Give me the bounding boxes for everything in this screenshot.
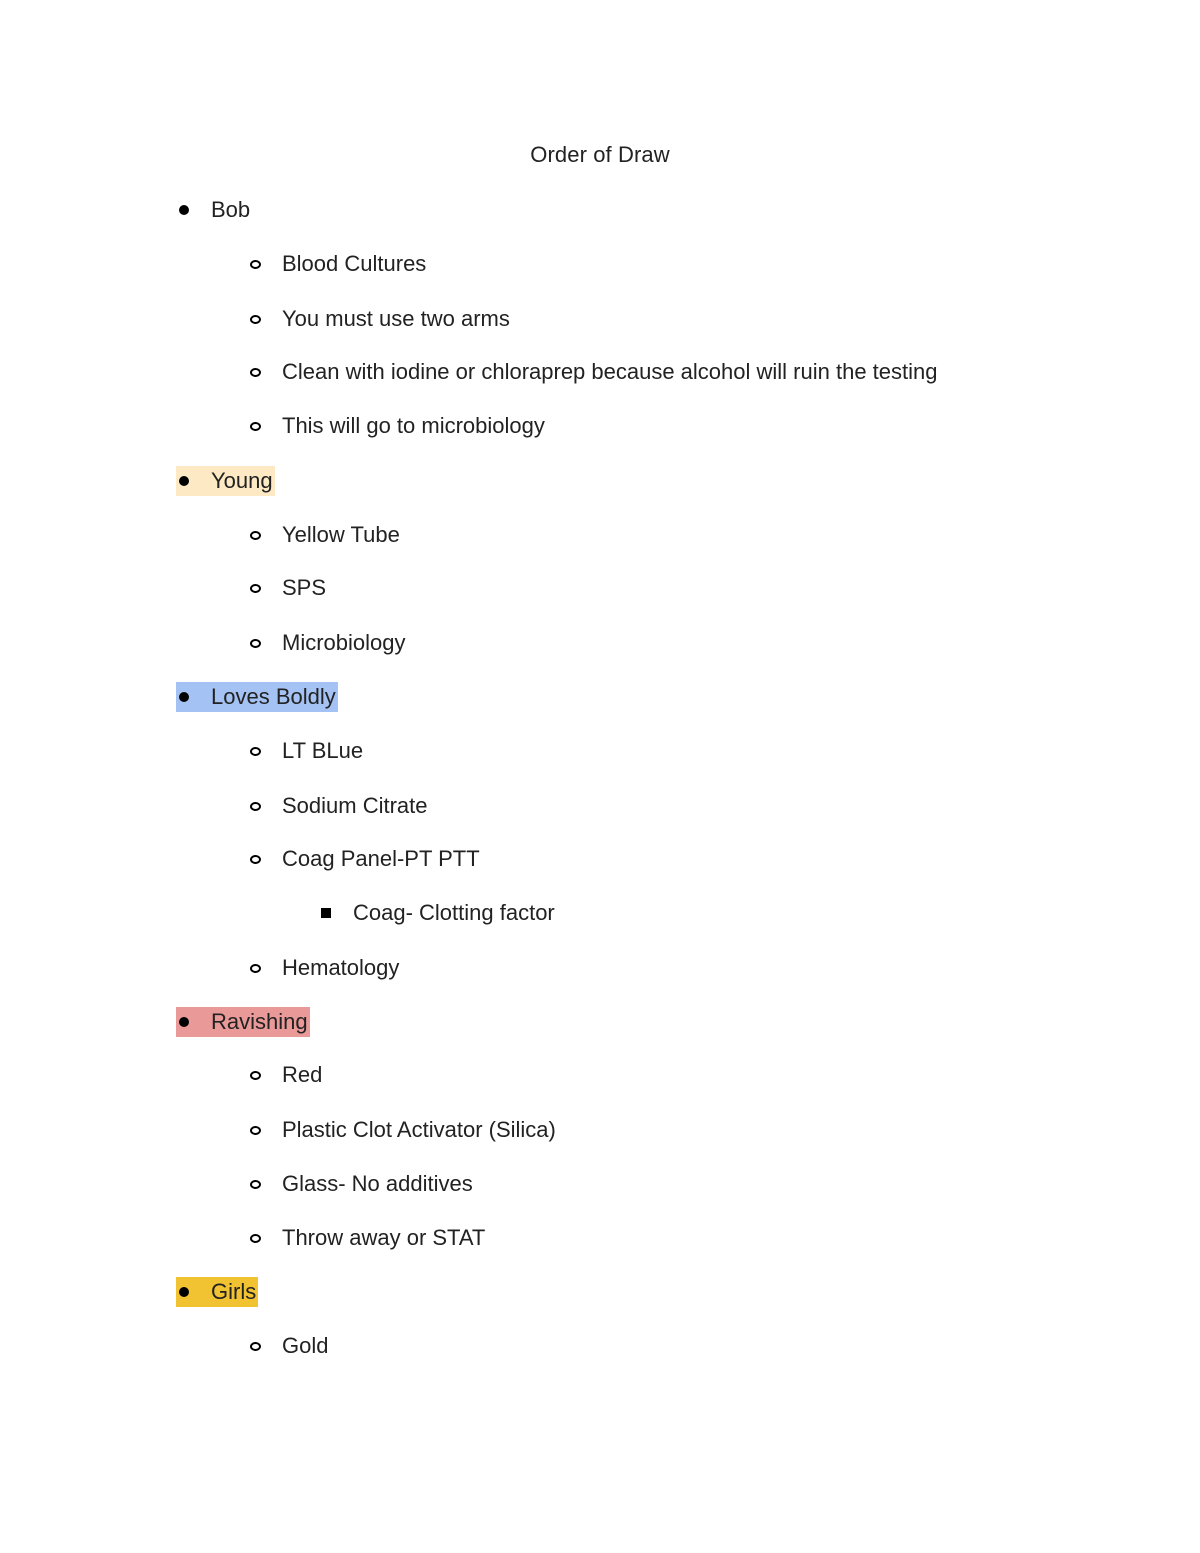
bullet-disc-icon	[176, 1277, 192, 1307]
bullet-circle-icon	[247, 249, 263, 279]
bullet-disc-icon	[176, 1007, 192, 1037]
bullet-circle-icon	[247, 573, 263, 603]
list-item: SPS	[247, 573, 326, 603]
bullet-disc-icon	[176, 682, 192, 712]
bullet-circle-icon	[247, 628, 263, 658]
bullet-circle-icon	[247, 736, 263, 766]
bullet-loves-boldly	[176, 682, 338, 712]
list-item: Gold	[247, 1331, 328, 1361]
list-item: Plastic Clot Activator (Silica)	[247, 1115, 556, 1145]
bullet-circle-icon	[247, 1115, 263, 1145]
bullet-ravishing	[176, 1007, 310, 1037]
bullet-circle-icon	[247, 1169, 263, 1199]
list-item: Throw away or STAT	[247, 1223, 485, 1253]
bullet-circle-icon	[247, 357, 263, 387]
bullet-circle-icon	[247, 304, 263, 334]
bullet-square-icon	[318, 898, 334, 928]
list-item: Yellow Tube	[247, 520, 400, 550]
bullet-label: Loves Boldly	[211, 684, 336, 709]
bullet-circle-icon	[247, 1331, 263, 1361]
bullet-circle-icon	[247, 1060, 263, 1090]
document-title: Order of Draw	[530, 142, 670, 167]
bullet-label: Bob	[211, 197, 251, 222]
bullet-disc-icon	[176, 195, 192, 225]
list-item: Red	[247, 1060, 322, 1090]
list-item: Glass- No additives	[247, 1169, 473, 1199]
bullet-label: Ravishing	[211, 1009, 308, 1034]
list-item: Microbiology	[247, 628, 406, 658]
bullet-disc-icon	[176, 466, 192, 496]
bullet-circle-icon	[247, 411, 263, 441]
bullet-label: Young	[211, 468, 273, 493]
bullet-young	[176, 466, 275, 496]
bullet-circle-icon	[247, 791, 263, 821]
list-item: Clean with iodine or chloraprep because alcohol will ruin the testing	[247, 357, 938, 387]
bullet-circle-icon	[247, 953, 263, 983]
list-item: Coag Panel-PT PTT	[247, 844, 480, 874]
bullet-circle-icon	[247, 520, 263, 550]
list-item: This will go to microbiology	[247, 411, 545, 441]
bullet-circle-icon	[247, 844, 263, 874]
list-item: Hematology	[247, 953, 399, 983]
list-item: You must use two arms	[247, 304, 510, 334]
bullet-girls	[176, 1277, 258, 1307]
bullet-label: Girls	[211, 1279, 257, 1304]
bullet-circle-icon	[247, 1223, 263, 1253]
list-item: LT BLue	[247, 736, 363, 766]
bullet-bob	[176, 195, 252, 225]
list-item: Sodium Citrate	[247, 791, 428, 821]
list-item: Blood Cultures	[247, 249, 426, 279]
list-subitem: Coag- Clotting factor	[318, 898, 555, 928]
